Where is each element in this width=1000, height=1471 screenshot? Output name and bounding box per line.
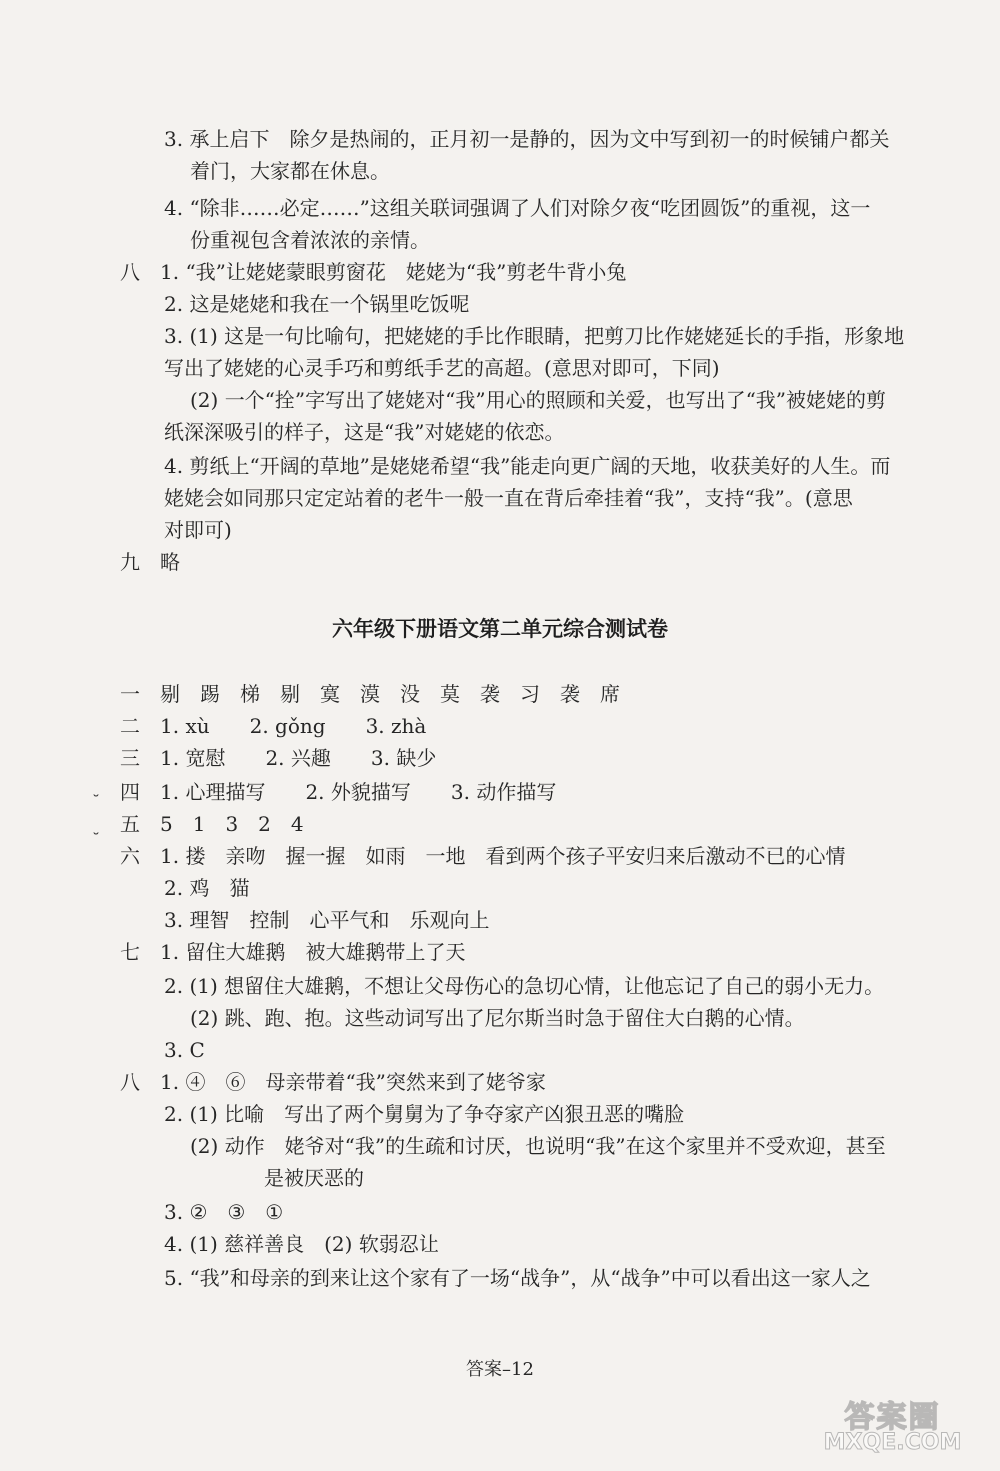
watermark-logo (800, 1392, 985, 1462)
answer-line: 四 1. 心理描写 2. 外貌描写 3. 动作描写 (120, 780, 557, 804)
answer-line: (2) 跳、跑、抱。这些动词写出了尼尔斯当时急于留住大白鹅的心情。 (190, 1006, 805, 1030)
answer-line: 三 1. 宽慰 2. 兴趣 3. 缺少 (120, 746, 437, 770)
answer-line: 2. 这是姥姥和我在一个锅里吃饭呢 (164, 292, 470, 316)
answer-line: 2. (1) 想留住大雄鹅，不想让父母伤心的急切心情，让他忘记了自己的弱小无力。 (164, 974, 885, 998)
answer-line: 3. 理智 控制 心平气和 乐观向上 (164, 908, 490, 932)
answer-line: (2) 动作 姥爷对“我”的生疏和讨厌，也说明“我”在这个家里并不受欢迎，甚至 (190, 1134, 886, 1158)
answer-line: 2. (1) 比喻 写出了两个舅舅为了争夺家产凶狠丑恶的嘴脸 (164, 1102, 685, 1126)
page-footer: 答案–12 (466, 1359, 534, 1380)
answer-line: 七 1. 留住大雄鹅 被大雄鹅带上了天 (120, 940, 466, 964)
answer-line: 3. (1) 这是一句比喻句，把姥姥的手比作眼睛，把剪刀比作姥姥延长的手指，形象地 (164, 324, 905, 348)
answer-line: 一 剔 踢 梯 剔 寞 漠 没 莫 袭 习 袭 席 (120, 682, 620, 706)
scan-speck: ˘ (92, 792, 100, 811)
answer-line: 4. “除非……必定……”这组关联词强调了人们对除夕夜“吃团圆饭”的重视，这一 (164, 196, 871, 220)
answer-line: 5. “我”和母亲的到来让这个家有了一场“战争”，从“战争”中可以看出这一家人之 (164, 1266, 871, 1290)
answer-line: 纸深深吸引的样子，这是“我”对姥姥的依恋。 (164, 420, 565, 444)
answer-line: 写出了姥姥的心灵手巧和剪纸手艺的高超。(意思对即可，下同) (164, 356, 720, 380)
answer-line: 2. 鸡 猫 (164, 876, 250, 900)
answer-line: 是被厌恶的 (264, 1166, 364, 1190)
answer-line: 3. 承上启下 除夕是热闹的，正月初一是静的，因为文中写到初一的时候铺户都关 (164, 127, 890, 151)
section-title: 六年级下册语文第二单元综合测试卷 (332, 617, 668, 641)
answer-line: 对即可) (164, 518, 232, 542)
answer-line: 4. 剪纸上“开阔的草地”是姥姥希望“我”能走向更广阔的天地，收获美好的人生。而 (164, 454, 891, 478)
answer-line: (2) 一个“拴”字写出了姥姥对“我”用心的照顾和关爱，也写出了“我”被姥姥的剪 (190, 388, 887, 412)
answer-line: 九 略 (120, 550, 180, 574)
answer-line: 五 5 1 3 2 4 (120, 812, 304, 836)
answer-line: 3. C (164, 1038, 205, 1062)
answer-line: 八 1. ④ ⑥ 母亲带着“我”突然来到了姥爷家 (120, 1070, 546, 1094)
answer-line: 八 1. “我”让姥姥蒙眼剪窗花 姥姥为“我”剪老牛背小兔 (120, 260, 627, 284)
answer-line: 3. ② ③ ① (164, 1200, 284, 1224)
answer-line: 份重视包含着浓浓的亲情。 (190, 228, 430, 252)
watermark-en: MXQE.COM (823, 1430, 962, 1455)
answer-line: 4. (1) 慈祥善良 (2) 软弱忍让 (164, 1232, 439, 1256)
answer-line: 六 1. 搂 亲吻 握一握 如雨 一地 看到两个孩子平安归来后激动不已的心情 (120, 844, 846, 868)
scan-speck: ˘ (92, 830, 100, 849)
answer-line: 姥姥会如同那只定定站着的老牛一般一直在背后牵挂着“我”，支持“我”。(意思 (164, 486, 853, 510)
answer-line: 着门，大家都在休息。 (190, 159, 390, 183)
watermark-cn: 答案圈 (844, 1400, 941, 1435)
answer-line: 二 1. xù 2. gǒng 3. zhà (120, 714, 427, 738)
